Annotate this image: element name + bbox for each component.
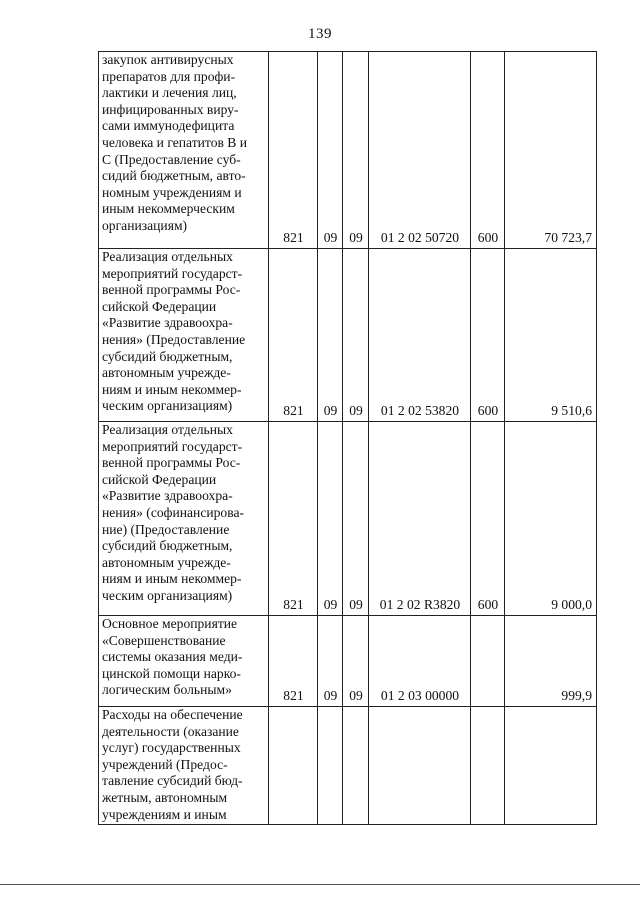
description-line: человека и гепатитов В и [102,134,248,150]
description-line: препаратов для профи- [102,68,236,84]
description-line: ниям и иным некоммер- [102,381,242,397]
cell-description [99,707,269,825]
description-line: жетным, автономным [102,789,228,805]
description-line: нения» (софинансирова- [102,504,245,520]
description-line: ческим организациям) [102,587,233,603]
table-row [99,707,597,825]
description-line: «Совершенствование [102,632,226,648]
description-line: учреждениям и иным [102,806,227,822]
description-line: нения» (Предоставление [102,331,246,347]
cell-subsection [343,707,369,825]
description-line: номным учреждениям и [102,184,242,200]
cell-amount: 9 510,6 [505,249,597,422]
description-line: деятельности (оказание [102,723,239,739]
description-line: сидий бюджетным, авто- [102,168,246,184]
cell-section: 09 [318,422,343,616]
description-line: учреждений (Предос- [102,756,228,772]
description-line: ческим организациям) [102,398,233,414]
cell-target-article: 01 2 02 50720 [369,52,471,249]
description-line: Основное мероприятие [102,616,238,631]
description-line: «Развитие здравоохра- [102,488,233,504]
description-line: Реализация отдельных [102,422,233,437]
cell-expense-kind [471,707,505,825]
description-line: системы оказания меди- [102,649,243,665]
description-line: сийской Федерации [102,298,217,314]
description-line: цинской помощи нарко- [102,665,241,681]
cell-target-article: 01 2 02 R3820 [369,422,471,616]
cell-section: 09 [318,249,343,422]
description-line: субсидий бюджетным, [102,348,233,364]
description-line: мероприятий государст- [102,265,243,281]
description-line: сийской Федерации [102,471,217,487]
description-line: Реализация отдельных [102,249,233,264]
cell-description [99,422,269,616]
budget-table [98,51,597,825]
description-line: автономным учрежде- [102,554,231,570]
cell-target-article [369,707,471,825]
description-line: инфицированных виру- [102,101,239,117]
cell-expense-kind: 600 [471,249,505,422]
cell-admin-code [269,707,318,825]
description-line: услуг) государственных [102,740,241,756]
cell-subsection: 09 [343,616,369,707]
budget-table-body [99,52,597,825]
cell-amount [505,707,597,825]
table-row [99,52,597,249]
cell-description [99,616,269,707]
cell-target-article: 01 2 03 00000 [369,616,471,707]
description-line: логическим больным» [102,682,232,698]
description-line: С (Предоставление суб- [102,151,241,167]
description-line: субсидий бюджетным, [102,538,233,554]
cell-section: 09 [318,52,343,249]
cell-amount: 9 000,0 [505,422,597,616]
description-line: организациям) [102,217,188,233]
cell-subsection: 09 [343,422,369,616]
cell-admin-code: 821 [269,616,318,707]
description-line: Расходы на обеспечение [102,707,243,722]
table-row [99,422,597,616]
table-row [99,249,597,422]
description-line: ние) (Предоставление [102,521,230,537]
cell-section [318,707,343,825]
cell-expense-kind: 600 [471,422,505,616]
description-line: ниям и иным некоммер- [102,571,242,587]
page-number: 139 [308,26,332,42]
cell-description [99,52,269,249]
description-line: венной программы Рос- [102,282,241,298]
table-row [99,616,597,707]
cell-section: 09 [318,616,343,707]
cell-admin-code: 821 [269,422,318,616]
description-line: сами иммунодефицита [102,118,235,134]
cell-target-article: 01 2 02 53820 [369,249,471,422]
description-line: лактики и лечения лиц, [102,85,237,101]
description-line: тавление субсидий бюд- [102,773,243,789]
scan-edge-line [0,884,640,885]
cell-amount: 999,9 [505,616,597,707]
description-line: венной программы Рос- [102,455,241,471]
cell-admin-code: 821 [269,249,318,422]
cell-admin-code: 821 [269,52,318,249]
cell-subsection: 09 [343,52,369,249]
cell-description [99,249,269,422]
cell-amount: 70 723,7 [505,52,597,249]
cell-expense-kind [471,616,505,707]
description-line: иным некоммерческим [102,201,235,217]
description-line: «Развитие здравоохра- [102,315,233,331]
description-line: автономным учрежде- [102,365,231,381]
cell-expense-kind: 600 [471,52,505,249]
description-line: мероприятий государст- [102,438,243,454]
cell-subsection: 09 [343,249,369,422]
description-line: закупок антивирусных [102,52,234,67]
